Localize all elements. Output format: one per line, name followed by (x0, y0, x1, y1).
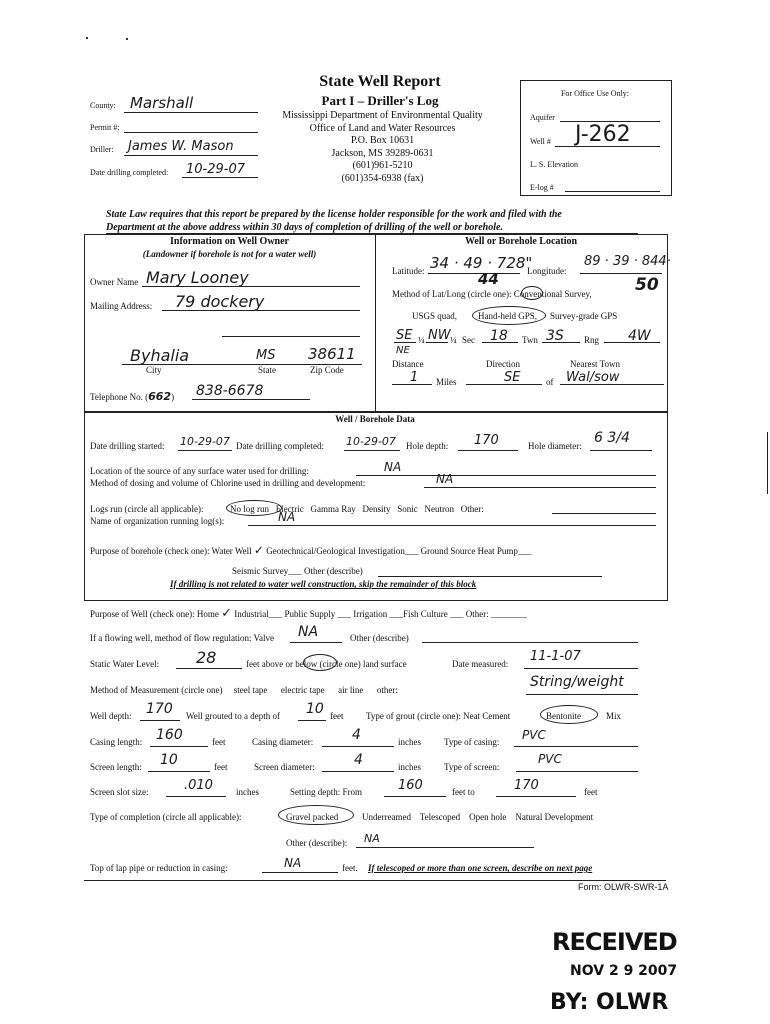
lap-pipe-value: NA (284, 856, 302, 870)
borehole-purpose-label (90, 543, 531, 557)
date-completed-value-2: 10-29-07 (346, 435, 396, 448)
section-value: 18 (490, 328, 508, 344)
static-level-line (176, 668, 242, 669)
distance-value: 1 (410, 370, 419, 385)
nearest-town-line (560, 384, 664, 385)
logs-org-line (248, 525, 656, 526)
completion-other-value: NA (364, 832, 380, 845)
telephone-prefix: Telephone No. ( (90, 392, 149, 402)
lap-pipe-note: If telescoped or more than one screen, describe on next page (368, 863, 593, 873)
longitude-extra: 50 (635, 275, 659, 295)
grouted-line (298, 720, 326, 721)
logs-org-label: Name of organization running log(s): (90, 516, 225, 526)
seismic-other-line (378, 576, 602, 577)
range-label: Rng (584, 335, 600, 345)
survey-gps-label: Survey-grade GPS (550, 311, 618, 321)
no-log-run-circle (226, 500, 282, 516)
statement-line-1: State Law requires that this report be prepared by the license holder responsible for the work and filed with the (106, 209, 562, 220)
setting-from-value: 160 (398, 778, 423, 793)
agency-block (265, 110, 500, 185)
mailing-address-value: 79 dockery (175, 292, 265, 311)
grouted-label: Well grouted to a depth of (186, 711, 280, 721)
well-purpose-row (90, 606, 527, 621)
margin-mark (767, 432, 768, 494)
well-depth-line (140, 720, 180, 721)
setting-from-line (384, 796, 446, 797)
direction-line (466, 384, 542, 385)
quarter-sep-1: ¼ (418, 335, 425, 345)
setting-depth-label: Setting depth: From (290, 787, 362, 797)
screen-type-label: Type of screen: (444, 762, 500, 772)
township-label: Twn (522, 335, 538, 345)
state-label: State (258, 365, 276, 375)
quarter-1-line (394, 342, 416, 343)
range-line (604, 342, 660, 343)
screen-length-line (148, 771, 210, 772)
telephone-line (192, 399, 310, 400)
seismic-label: Seismic Survey___ Other (describe) (232, 566, 363, 576)
latlong-method-label: Method of Lat/Long (circle one): Conventional Survey, (392, 289, 592, 299)
date-started-label: Date drilling started: (90, 441, 165, 451)
date-completed-label: Date drilling completed: (90, 168, 169, 177)
nearest-town-value: Wal/sow (566, 370, 620, 385)
ne-note: NE (396, 345, 410, 356)
city-label: City (146, 365, 162, 375)
measurement-method-line (526, 694, 638, 695)
agency-line: (601)961-5210 (352, 160, 413, 171)
screen-diameter-label: Screen diameter: (254, 762, 315, 772)
quarter-2-line (426, 342, 448, 343)
method-circle (521, 286, 543, 300)
grout-type-label: Type of grout (circle one): Neat Cement (366, 711, 511, 721)
screen-diameter-value: 4 (354, 752, 363, 768)
borehole-purpose-text: Purpose of borehole (check one): Water Well (90, 546, 252, 556)
telephone-area: 662 (148, 390, 172, 403)
borehole-purpose-rest: Geotechnical/Geological Investigation___ Ground Source Heat Pump___ (266, 546, 532, 556)
agency-line: Jackson, MS 39289-0631 (331, 147, 434, 159)
setting-to-unit: feet (584, 787, 598, 797)
permit-label: Permit #: (90, 123, 120, 132)
driller-label: Driller: (90, 145, 114, 154)
longitude-value: 89 · 39 · 844· (584, 254, 671, 269)
screen-length-value: 10 (160, 752, 178, 768)
flow-other-label: Other (describe) (350, 633, 409, 643)
hole-depth-line (458, 450, 518, 451)
bentonite-circle (540, 705, 598, 724)
casing-diameter-unit: inches (398, 737, 421, 747)
chlorine-value: NA (436, 472, 454, 486)
well-depth-label: Well depth: (90, 711, 132, 721)
date-started-line (178, 450, 232, 451)
slot-size-label: Screen slot size: (90, 787, 149, 797)
zip-value: 38611 (308, 345, 356, 363)
longitude-label: Longitude: (527, 266, 567, 276)
office-use-title: For Office Use Only: (560, 89, 630, 98)
form-title: State Well Report (319, 73, 441, 90)
date-measured-value: 11-1-07 (530, 649, 581, 664)
received-stamp-text: RECEIVED (552, 928, 677, 956)
well-data-title: Well / Borehole Data (335, 414, 415, 424)
measurement-method-label: Method of Measurement (circle one) steel tape electric tape air line other: (90, 685, 398, 695)
gravel-packed-circle (278, 805, 354, 825)
driller-line (124, 155, 258, 156)
mailing-address-line-2 (222, 336, 360, 337)
casing-length-value: 160 (156, 727, 183, 743)
completion-rest: Underreamed Telescoped Open hole Natural Development (362, 812, 594, 822)
chlorine-label: Method of dosing and volume of Chlorine used in drilling and development: (90, 478, 366, 488)
permit-line (124, 132, 258, 133)
bottom-rule (84, 880, 666, 881)
statement-line-2: Department at the above address within 30 days of completion of drilling of the well or borehole. (106, 222, 503, 233)
screen-length-unit: feet (214, 762, 228, 772)
handheld-gps-circle (472, 306, 546, 325)
well-purpose-check: ✓ (221, 606, 232, 621)
casing-diameter-line (322, 746, 394, 747)
elevation-label: L. S. Elevation (530, 160, 578, 169)
distance-line (392, 384, 432, 385)
owner-name-value: Mary Looney (146, 268, 249, 287)
direction-label: Direction (486, 359, 520, 369)
screen-type-value: PVC (538, 752, 562, 766)
screen-diameter-line (322, 771, 394, 772)
latitude-extra: 44 (478, 270, 499, 288)
chlorine-line (424, 487, 656, 488)
static-level-rest: feet above or below (circle one) land surface (246, 659, 407, 669)
measurement-method-value: String/weight (530, 674, 624, 690)
date-measured-label: Date measured: (452, 659, 509, 669)
distance-label: Distance (392, 359, 424, 369)
logs-run-label: Logs run (circle all applicable): (90, 504, 204, 514)
nearest-town-label: Nearest Town (570, 359, 620, 369)
grout-mix: Mix (606, 711, 622, 721)
date-completed-label-2: Date drilling completed: (236, 441, 324, 451)
driller-value: James W. Mason (128, 139, 234, 154)
county-label: County: (90, 101, 116, 110)
completion-other-line (356, 847, 534, 848)
casing-length-line (150, 746, 208, 747)
owner-name-line (142, 286, 360, 287)
water-source-line (356, 475, 656, 476)
casing-diameter-label: Casing diameter: (252, 737, 314, 747)
scan-speck (86, 37, 88, 39)
form-id: Form: OLWR-SWR-1A (578, 882, 669, 892)
scan-speck (126, 38, 128, 40)
slot-size-unit: inches (236, 787, 259, 797)
logs-other-line (552, 513, 656, 514)
date-completed-line-2 (344, 450, 400, 451)
township-line (542, 342, 580, 343)
hole-diameter-value: 6 3/4 (594, 430, 630, 446)
direction-value: SE (504, 370, 521, 385)
lap-pipe-line (262, 872, 338, 873)
agency-line: (601)354-6938 (fax) (341, 172, 424, 184)
completion-other-label: Other (describe): (286, 838, 348, 848)
logs-run-options: No log run Electric Gamma Ray Density Sonic Neutron Other: (230, 504, 484, 514)
usgs-quad-label: USGS quad, (412, 311, 458, 321)
location-section-title: Well or Borehole Location (464, 236, 578, 247)
county-value: Marshall (130, 94, 194, 112)
water-source-value: NA (384, 460, 402, 474)
below-circle (303, 654, 337, 671)
casing-type-label: Type of casing: (444, 737, 500, 747)
skip-note: If drilling is not related to water well construction, skip the remainder of this block (170, 579, 477, 589)
elog-label: E-log # (530, 183, 554, 192)
grouted-value: 10 (306, 701, 324, 717)
hole-diameter-label: Hole diameter: (528, 441, 582, 451)
hole-depth-label: Hole depth: (406, 441, 449, 451)
telephone-label (90, 390, 174, 403)
owner-section-title: Information on Well Owner (170, 236, 289, 247)
well-number-value: J-262 (575, 122, 631, 147)
city-value: Byhalia (130, 346, 190, 365)
well-number-line (555, 146, 660, 147)
agency-line: Office of Land and Water Resources (309, 122, 456, 134)
static-level-value: 28 (196, 648, 217, 667)
section-divider (375, 234, 376, 411)
casing-type-line (514, 746, 638, 747)
elog-line (565, 191, 660, 192)
grouted-unit: feet (330, 711, 344, 721)
longitude-line (580, 273, 662, 274)
date-started-value: 10-29-07 (180, 435, 230, 448)
quarter-sep-2: ¼ (450, 335, 457, 345)
agency-line: Mississippi Department of Environmental Quality (282, 110, 483, 121)
setting-to-line (496, 796, 576, 797)
screen-type-line (516, 771, 638, 772)
grout-bentonite: Bentonite (546, 711, 581, 721)
screen-diameter-unit: inches (398, 762, 421, 772)
flow-other-line (422, 642, 638, 643)
well-depth-value: 170 (146, 701, 173, 717)
borehole-purpose-check: ✓ (253, 543, 264, 557)
latitude-label: Latitude: (392, 266, 425, 276)
owner-section-sub: (Landowner if borehole is not for a water well) (142, 249, 317, 259)
owner-location-box (84, 234, 668, 413)
casing-diameter-value: 4 (352, 727, 361, 743)
water-source-label: Location of the source of any surface water used for drilling: (90, 466, 309, 476)
range-value: 4W (628, 328, 651, 344)
casing-length-label: Casing length: (90, 737, 143, 747)
slot-size-line (166, 796, 226, 797)
latitude-line (428, 273, 520, 274)
received-stamp-by: BY: OLWR (550, 990, 669, 1015)
zip-label: Zip Code (310, 365, 344, 375)
flow-line (290, 642, 342, 643)
casing-type-value: PVC (522, 728, 546, 742)
form-subtitle: Part I – Driller's Log (321, 93, 439, 108)
quarter-2-value: NW (428, 328, 451, 343)
completion-gravel: Gravel packed (286, 812, 339, 822)
date-measured-line (524, 668, 638, 669)
of-label: of (546, 377, 554, 387)
section-line (482, 342, 518, 343)
hole-depth-value: 170 (474, 433, 499, 448)
well-purpose-label: Purpose of Well (check one): Home (90, 609, 219, 619)
state-value: MS (256, 348, 276, 363)
handheld-gps-label: Hand-held GPS, (478, 311, 537, 321)
latitude-value: 34 · 49 · 728" (430, 254, 533, 272)
screen-length-label: Screen length: (90, 762, 142, 772)
logs-org-value: NA (278, 510, 296, 524)
county-line (124, 112, 258, 113)
received-stamp-date: NOV 2 9 2007 (570, 963, 678, 979)
date-completed-line (182, 177, 258, 178)
flow-label: If a flowing well, method of flow regulation: Valve (90, 633, 275, 643)
agency-line: P.O. Box 10631 (350, 135, 415, 146)
well-purpose-rest: Industrial___ Public Supply ___ Irrigation ___Fish Culture ___ Other: ________ (234, 609, 527, 619)
completion-label: Type of completion (circle all applicable): (90, 812, 242, 822)
quarter-1-value: SE (396, 328, 413, 343)
setting-to-label: feet to (452, 787, 475, 797)
setting-to-value: 170 (514, 778, 539, 793)
casing-length-unit: feet (212, 737, 226, 747)
slot-size-value: .010 (184, 778, 213, 793)
section-label: Sec (462, 335, 475, 345)
miles-label: Miles (436, 377, 457, 387)
well-number-label: Well # (530, 137, 551, 146)
aquifer-label: Aquifer (530, 113, 555, 122)
flow-value: NA (298, 624, 319, 640)
telephone-value: 838-6678 (196, 383, 264, 399)
township-value: 3S (546, 328, 564, 344)
owner-name-label: Owner Name (90, 277, 139, 287)
telephone-close: ) (171, 392, 175, 402)
static-level-label: Static Water Level: (90, 659, 160, 669)
mailing-address-label: Mailing Address: (90, 301, 153, 311)
date-completed-value: 10-29-07 (186, 162, 246, 177)
mailing-address-line (162, 310, 360, 311)
lap-pipe-label: Top of lap pipe or reduction in casing: (90, 863, 228, 873)
lap-pipe-unit: feet. (342, 863, 358, 873)
hole-diameter-line (590, 450, 652, 451)
